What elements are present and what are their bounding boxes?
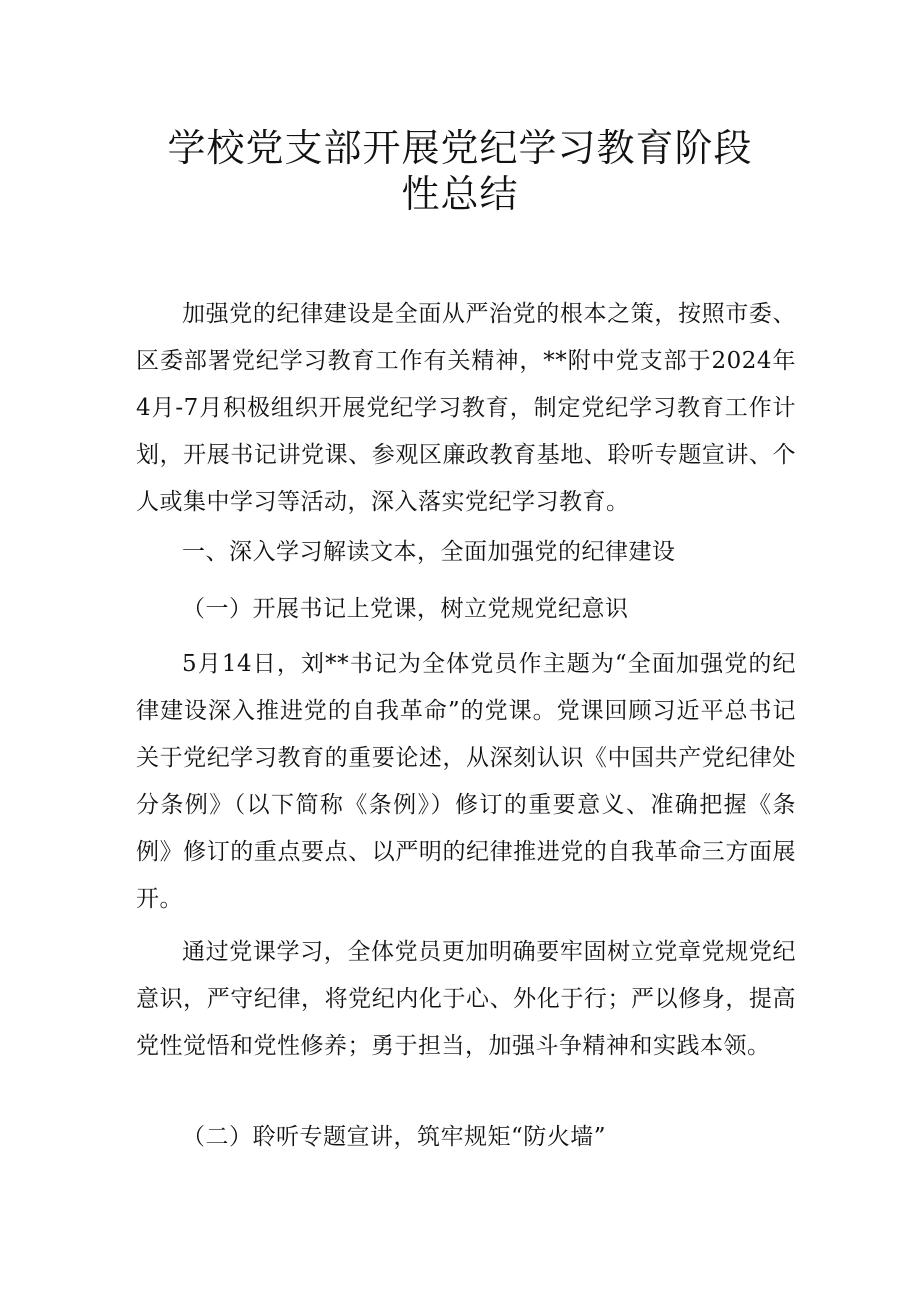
subsection1-paragraph2: 通过党课学习，全体党员更加明确要牢固树立党章党规党纪意识，严守纪律，将党纪内化于心、外化于行；严以修身，提高党性觉悟和党性修养；勇于担当，加强斗争精神和实践本领。 [136, 939, 796, 1059]
subsection1-heading: （一）开展书记上党课，树立党规党纪意识 [182, 596, 629, 622]
section1-heading: 一、深入学习解读文本，全面加强党的纪律建设 [182, 539, 676, 565]
subsection1-paragraph1: 5月14日，刘**书记为全体党员作主题为“全面加强党的纪律建设深入推进党的自我革命”的党课。党课回顾习近平总书记关于党纪学习教育的重要论述，从深刻认识《中国共产党纪律处分条例》（以下简称《条例》）修订的重要意义、准确把握《条例》修订的重点要点、以严明的纪律推进党的自我革命三方面展开。 [136, 651, 796, 912]
document-title-line1: 学校党支部开展党纪学习教育阶段 [167, 126, 753, 170]
document-title-line2: 性总结 [401, 172, 519, 216]
subsection2-heading: （二）聆听专题宣讲，筑牢规矩“防火墙” [182, 1124, 607, 1150]
intro-paragraph: 加强党的纪律建设是全面从严治党的根本之策，按照市委、区委部署党纪学习教育工作有关精神，**附中党支部于2024年4月-7月积极组织开展党纪学习教育，制定党纪学习教育工作计划，开展书记讲党课、参观区廉政教育基地、聆听专题宣讲、个人或集中学习等活动，深入落实党纪学习教育。 [136, 301, 796, 515]
